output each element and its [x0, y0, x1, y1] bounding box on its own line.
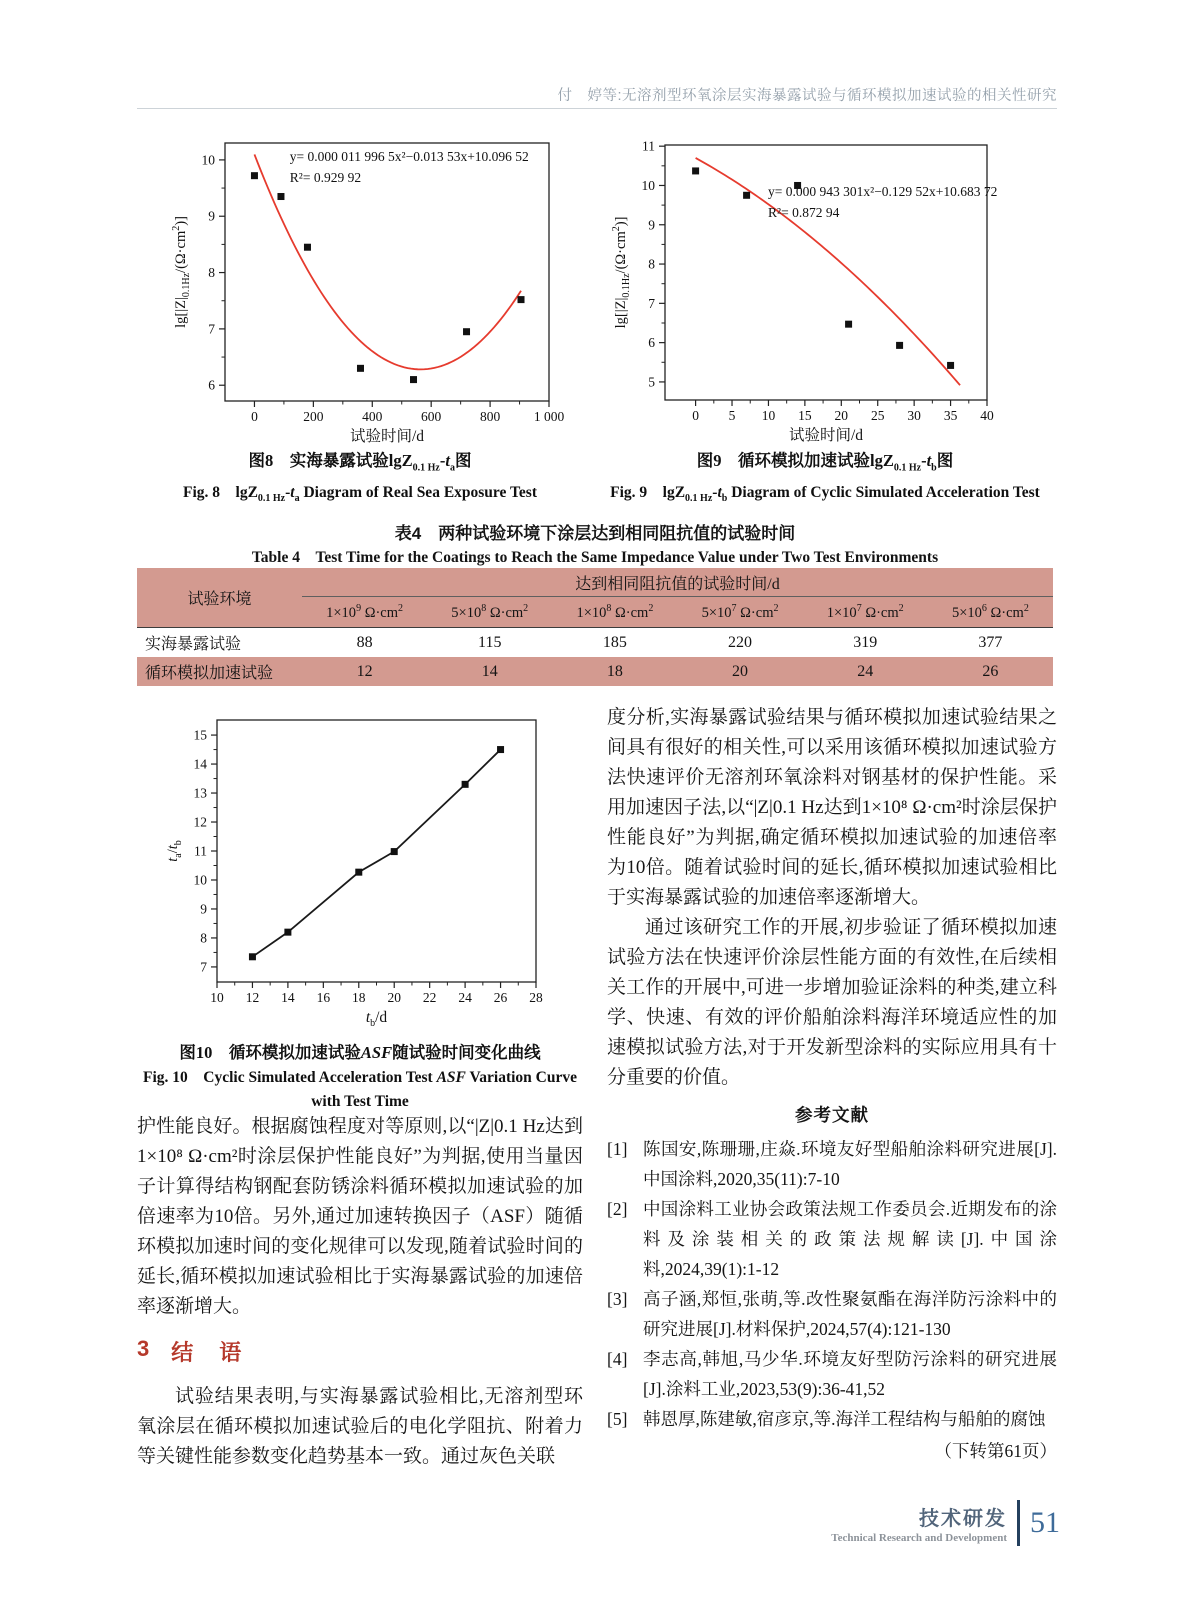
svg-text:9: 9: [200, 901, 207, 917]
table-cell: 12: [302, 657, 427, 686]
svg-text:28: 28: [529, 990, 543, 1005]
reference-text: 高子涵,郑恒,张萌,等.改性聚氨酯在海洋防污涂料中的研究进展[J].材料保护,2024,57(4):121-130: [643, 1289, 1057, 1339]
table-cell: 319: [853, 633, 878, 651]
table-4: [137, 568, 1053, 686]
page-footer: [831, 1500, 1060, 1546]
reference-number: [5]: [607, 1409, 628, 1429]
svg-text:800: 800: [479, 409, 501, 424]
svg-text:35: 35: [943, 408, 958, 423]
svg-text:0: 0: [251, 409, 258, 424]
svg-text:6: 6: [208, 377, 215, 393]
table-body: [137, 628, 1053, 687]
svg-text:25: 25: [870, 408, 885, 423]
reference-text: 李志高,韩旭,马少华.环境友好型防污涂料的研究进展[J].涂料工业,2023,53(9):36-41,52: [643, 1349, 1057, 1399]
svg-text:5: 5: [648, 374, 655, 390]
svg-text:8: 8: [648, 256, 655, 272]
right-column: [607, 703, 1057, 1466]
svg-text:10: 10: [210, 990, 224, 1005]
svg-text:10: 10: [201, 152, 215, 168]
svg-text:12: 12: [245, 990, 260, 1005]
reference-item: [607, 1284, 1057, 1344]
svg-text:600: 600: [421, 409, 442, 424]
svg-text:20: 20: [387, 990, 401, 1005]
svg-text:16: 16: [316, 990, 331, 1005]
svg-text:26: 26: [493, 990, 508, 1005]
reference-number: [2]: [607, 1199, 628, 1219]
table-title-zh: 表4 两种试验环境下涂层达到相同阻抗值的试验时间: [394, 524, 796, 543]
svg-text:9: 9: [208, 208, 215, 224]
svg-text:lg[|Z|0.1Hz/(Ω·cm2)]: $\lg[|Z|_{0.1Hz}/(\Omega\cdot cm^2)]$: [611, 216, 632, 329]
fig9-caption: [600, 448, 1050, 511]
fig8-caption-en: Fig. 8 $\lg Z_{0.1 Hz}-t_a$ Diagram of Real Sea Exposure Test: [182, 484, 537, 505]
svg-text:y= 0.000 011 996 5x²−0.013 53x: y= 0.000 011 996 5x²−0.013 53x+10.096 52: [289, 149, 529, 165]
svg-text:0: 0: [692, 408, 699, 423]
svg-text:ta/tb: $t_a/t_b$: [165, 840, 184, 862]
table-cell: 220: [728, 633, 753, 651]
svg-text:1 000: 1 000: [533, 409, 565, 424]
references-heading: 参考文献: [795, 1105, 869, 1125]
svg-text:试验时间/d: 试验时间/d: [788, 427, 864, 444]
reference-number: [1]: [607, 1139, 628, 1159]
table-cell: 20: [677, 657, 802, 686]
table-col-header: $5\times 10^7$ $\Omega\cdot cm^2$: [677, 597, 802, 628]
references-list: [607, 1134, 1057, 1434]
table-row: [137, 657, 1053, 686]
table-cell: 377: [978, 633, 1003, 651]
page-number: 51: [1030, 1506, 1060, 1539]
footer-section-zh: 技术研发: [919, 1508, 1007, 1530]
svg-text:200: 200: [303, 409, 324, 424]
fig9-caption-zh: 图9 循环模拟加速试验$\lg Z_{0.1 Hz}-t_b$图: [696, 451, 954, 474]
reference-item: [607, 1344, 1057, 1404]
svg-text:18: 18: [352, 990, 366, 1005]
table-cell: 115: [478, 633, 502, 651]
right-paragraph-2: 通过该研究工作的开展,初步验证了循环模拟加速试验方法在快速评价涂层性能方面的有效性,在后续相关工作的开展中,可进一步增加验证涂料的种类,建立科学、快速、有效的评价船舶涂料海洋环境适应性的加速模拟试验方法,对于开发新型涂料的实际应用具有十分重要的价值。: [607, 917, 1057, 1088]
fig8-caption: [140, 448, 580, 511]
reference-item: [607, 1194, 1057, 1284]
footer-section-en: Technical Research and Development: [831, 1532, 1007, 1544]
header-rule: [137, 108, 1057, 109]
svg-text:R²= 0.872 94: R²= 0.872 94: [768, 205, 840, 220]
svg-text:10: 10: [193, 872, 207, 888]
table-row-label: 实海暴露试验: [145, 636, 242, 653]
svg-text:7: 7: [648, 295, 655, 311]
fig10-caption: [137, 1040, 583, 1114]
svg-text:10: 10: [761, 408, 776, 423]
left-paragraph-2: 试验结果表明,与实海暴露试验相比,无溶剂型环氧涂层在循环模拟加速试验后的电化学阻抗、附着力等关键性能参数变化趋势基本一致。通过灰色关联: [137, 1386, 583, 1467]
fig10-chart: [160, 695, 580, 1033]
table-col-header: $1\times 10^7$ $\Omega\cdot cm^2$: [803, 597, 928, 628]
table-cell: 14: [427, 657, 552, 686]
svg-text:11: 11: [194, 843, 207, 859]
svg-text:5: 5: [728, 408, 736, 423]
table-span-header: 达到相同阻抗值的试验时间/d: [302, 568, 1053, 597]
svg-text:9: 9: [648, 217, 655, 233]
reference-text: 中国涂料工业协会政策法规工作委员会.近期发布的涂料及涂装相关的政策法规解读[J].中国涂料,2024,39(1):1-12: [643, 1199, 1057, 1279]
svg-text:8: 8: [208, 265, 215, 281]
fig8-chart: [140, 126, 580, 444]
continuation-note: （下转第61页）: [934, 1441, 1057, 1461]
svg-text:tb/d: $t_b/d$: [365, 1009, 388, 1029]
table-col-header: $5\times 10^6$ $\Omega\cdot cm^2$: [928, 597, 1053, 628]
svg-text:24: 24: [458, 990, 472, 1005]
table-cell: 88: [356, 633, 373, 651]
table-col-header: $5\times 10^8$ $\Omega\cdot cm^2$: [427, 597, 552, 628]
svg-text:13: 13: [193, 785, 207, 801]
table-row: [137, 628, 1053, 658]
table-cell: 185: [602, 633, 627, 651]
svg-text:7: 7: [208, 321, 215, 337]
table-cell: 24: [803, 657, 928, 686]
reference-text: 韩恩厚,陈建敏,宿彦京,等.海洋工程结构与船舶的腐蚀: [643, 1409, 1046, 1429]
svg-text:6: 6: [648, 335, 655, 351]
svg-text:y= 0.000 943 301x²−0.129 52x+1: y= 0.000 943 301x²−0.129 52x+10.683 72: [768, 184, 998, 199]
reference-number: [3]: [607, 1289, 628, 1309]
reference-text: 陈国安,陈珊珊,庄焱.环境友好型船舶涂料研究进展[J].中国涂料,2020,35(11):7-10: [643, 1139, 1057, 1189]
section-heading: [137, 1336, 243, 1367]
table-col-header: $1\times 10^9$ $\Omega\cdot cm^2$: [302, 597, 427, 628]
fig10-caption-en: Fig. 10 Cyclic Simulated Acceleration Test ASF Variation Curve with Test Time: [142, 1069, 577, 1110]
table-row-label: 循环模拟加速试验: [137, 657, 302, 686]
table-cell: 18: [552, 657, 677, 686]
svg-text:15: 15: [193, 727, 207, 743]
table-cell: 26: [928, 657, 1053, 686]
svg-text:40: 40: [980, 408, 994, 423]
svg-text:22: 22: [422, 990, 437, 1005]
table-corner-header: 试验环境: [137, 568, 302, 628]
left-paragraph-1: 护性能良好。根据腐蚀程度对等原则,以“|Z|0.1 Hz达到1×10⁸ Ω·cm²时涂层保护性能良好”为判据,使用当量因子计算得结构钢配套防锈涂料循环模拟加速试验的加倍速率为10倍。另外,通过加速转换因子（ASF）随循环模拟加速时间的变化规律可以发现,随着试验时间的延长,循环模拟加速试验相比于实海暴露试验的加速倍率逐渐增大。: [137, 1116, 583, 1317]
table-title-en: Table 4 Test Time for the Coatings to Reach the Same Impedance Value under Two Test Environments: [251, 549, 939, 566]
svg-text:400: 400: [362, 409, 383, 424]
running-header: 付 婷等:无溶剂型环氧涂层实海暴露试验与循环模拟加速试验的相关性研究: [557, 88, 1057, 104]
reference-number: [4]: [607, 1349, 628, 1369]
svg-text:lg[|Z|0.1Hz/(Ω·cm2)]: $\lg[|Z|_{0.1Hz}/(\Omega\cdot cm^2)]$: [171, 216, 192, 328]
section-title: 结 语: [171, 1340, 244, 1365]
svg-text:14: 14: [281, 990, 295, 1005]
svg-text:试验时间/d: 试验时间/d: [349, 428, 425, 444]
fig8-caption-zh: 图8 实海暴露试验$\lg Z_{0.1 Hz}-t_a$图: [248, 451, 472, 474]
svg-text:30: 30: [907, 408, 921, 423]
reference-item: [607, 1134, 1057, 1194]
svg-text:8: 8: [200, 930, 207, 946]
svg-text:12: 12: [193, 814, 207, 830]
svg-text:14: 14: [193, 756, 207, 772]
footer-section: [831, 1502, 1007, 1544]
fig10-caption-zh: 图10 循环模拟加速试验ASF随试验时间变化曲线: [179, 1043, 541, 1062]
svg-text:R²= 0.929 92: R²= 0.929 92: [289, 170, 362, 186]
svg-text:10: 10: [641, 177, 655, 193]
right-paragraph-1: 度分析,实海暴露试验结果与循环模拟加速试验结果之间具有很好的相关性,可以采用该循环模拟加速试验方法快速评价无溶剂环氧涂料对钢基材的保护性能。采用加速因子法,以“|Z|0.1 Hz达到1×10⁸ Ω·cm²时涂层保护性能良好”为判据,确定循环模拟加速试验的加速倍率为10倍。随着试验时间的延长,循环模拟加速试验相比于实海暴露试验的加速倍率逐渐增大。: [607, 707, 1057, 908]
svg-text:20: 20: [834, 408, 849, 423]
section-number: 3: [137, 1336, 152, 1361]
fig9-caption-en: Fig. 9 $\lg Z_{0.1 Hz}-t_b$ Diagram of Cyclic Simulated Acceleration Test: [610, 484, 1040, 505]
svg-text:11: 11: [642, 138, 655, 154]
svg-text:7: 7: [200, 959, 207, 975]
fig9-chart: [590, 126, 1060, 444]
table-col-header: $1\times 10^8$ $\Omega\cdot cm^2$: [552, 597, 677, 628]
reference-item: [607, 1404, 1057, 1434]
footer-divider: [1017, 1500, 1020, 1546]
svg-text:15: 15: [798, 408, 812, 423]
